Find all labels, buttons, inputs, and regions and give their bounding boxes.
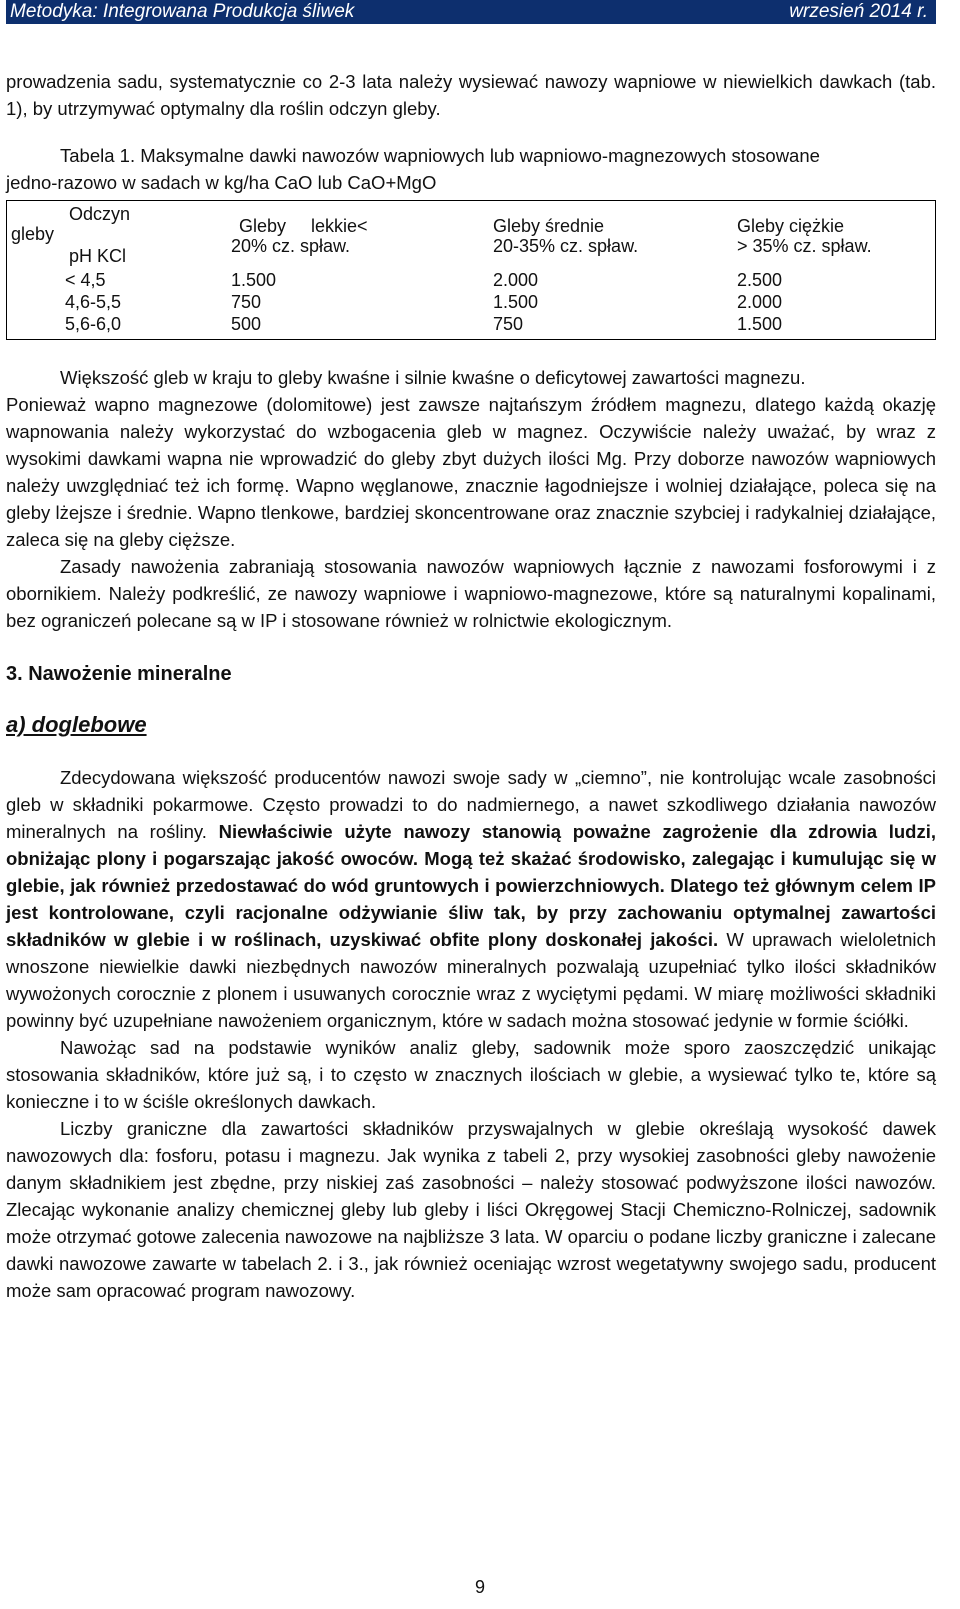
header-cell-medium — [433, 201, 683, 270]
table-row — [7, 313, 936, 340]
soil-paragraph-bold: Niewłaściwie użyte nawozy stanowią poważne zagrożenie dla zdrowia ludzi, obniżając plony i pogarszając jakość owoców. Mogą też skażać środowisko, zalegając i kumulując się w glebie, jak również przedostawać do wód gruntowych i powierzchniowych. Dlatego też głównym celem IP jest kontrolowane, czyli racjonalne odżywianie śliw tak, by przy zachowaniu optymalnej zawartości składników w glebie i w roślinach, uzyskiwać obfite plony doskonałej jakości. — [6, 821, 936, 950]
header-date: wrzesień 2014 r. — [789, 1, 928, 22]
header-ph: pH KCl — [69, 246, 127, 266]
row-value-medium: 2.000 — [493, 270, 539, 290]
header-light-line1: Gleby lekkie< — [239, 216, 368, 236]
row-ph: 4,6-5,5 — [65, 292, 122, 312]
header-cell-light — [177, 201, 433, 270]
header-heavy-line1: Gleby ciężkie — [737, 216, 845, 236]
header-gleby: gleby — [11, 224, 55, 244]
header-medium-line1: Gleby średnie — [493, 216, 605, 236]
running-header — [6, 0, 936, 24]
header-light-line2: 20% cz. spław. — [231, 236, 351, 256]
lime-paragraph-main: Ponieważ wapno magnezowe (dolomitowe) jest zawsze najtańszym źródłem magnezu, dlatego każdą okazję wapnowania należy wykorzystać do wzbogacenia gleb w magnez. — [6, 394, 936, 442]
section-heading: 3. Nawożenie mineralne — [6, 663, 232, 685]
dose-table — [6, 200, 936, 340]
header-cell-odczyn — [7, 201, 178, 270]
row-value-heavy: 1.500 — [737, 314, 783, 334]
soil-paragraph-end: W uprawach wieloletnich wnoszone niewielkie dawki niezbędnych nawozów mineralnych pozwalają uzupełniać tylko ilości składników wywożonych corocznie z plonem i usuwanych corocznie wraz z wyciętymi pędami. W miarę możliwości składniki powinny być uzupełniane nawożeniem organicznym, które w sadach można stosować jedynie w formie ściółki. — [6, 929, 937, 1031]
header-heavy-line2: > 35% cz. spław. — [737, 236, 872, 256]
header-odczyn: Odczyn — [69, 204, 131, 224]
intro-paragraph: prowadzenia sadu, systematycznie co 2-3 lata należy wysiewać nawozy wapniowe w niewielkich dawkach (tab. 1), by utrzymywać optymalny dla roślin odczyn gleby. — [6, 71, 936, 119]
table-caption-line1: Tabela 1. Maksymalne dawki nawozów wapniowych lub wapniowo-magnezowych stosowane — [60, 145, 820, 166]
lime-paragraph — [6, 391, 936, 553]
limit-values-paragraph: Liczby graniczne dla zawartości składników przyswajalnych w glebie określają wysokość dawek nawozowych dla: fosforu, potasu i magnezu. Jak wynika z tabeli 2, przy wysokiej zasobności gleby nawożenie danym składnikiem jest zbędne, przy niskiej zaś zasobności – należy stosować podwyższone ilości nawozów. Zlecając wykonanie analizy chemicznej gleby lub gleby i liści Okręgowej Stacji Chemiczno-Rolniczej, sadownik może otrzymać gotowe zalecenia nawozowe na najbliższe 3 lata. W oparciu o podane liczby graniczne i zalecane dawki nawozowe zawarte w tabelach 2. i 3., jak również oceniając wzrost wegetatywny swojego sadu, producent może sam opracować program nawozowy. — [6, 1118, 936, 1301]
analysis-paragraph: Nawożąc sad na podstawie wyników analiz gleby, sadownik może sporo zaoszczędzić unikając stosowania składników, które już są, i to często w znacznych ilościach w glebie, a wysiewać tylko te, które są konieczne i to w ściśle określonych dawkach. — [6, 1037, 936, 1112]
row-value-light: 1.500 — [231, 270, 277, 290]
row-value-heavy: 2.500 — [737, 270, 783, 290]
page-content — [6, 68, 936, 1304]
soil-fertilization-paragraph — [6, 764, 936, 1034]
rules-paragraph: Zasady nawożenia zabraniają stosowania nawozów wapniowych łącznie z nawozami fosforowymi i z obornikiem. Należy podkreślić, ze nawozy wapniowe i wapniowo-magnezowe, które są naturalnymi kopalinami, bez ograniczeń polecane są w IP i stosowane również w rolnictwie ekologicznym. — [6, 556, 936, 631]
page-number: 9 — [474, 1577, 485, 1597]
row-value-light: 750 — [231, 292, 262, 312]
table-row — [7, 291, 936, 313]
subsection-heading: a) doglebowe — [6, 712, 147, 737]
row-ph: < 4,5 — [65, 270, 106, 290]
header-cell-heavy — [683, 201, 936, 270]
soil-paragraph-start: Zdecydowana większość producentów nawozi swoje sady w „ciemno”, nie kontrolując wcale zasobności gleb w składniki pokarmowe. Często prowadzi to do nadmiernego, a nawet szkodliwego działania nawozów mineralnych na rośliny. — [6, 767, 936, 842]
header-title: Metodyka: Integrowana Produkcja śliwek — [10, 1, 355, 22]
table-caption-line2: jedno-razowo w sadach w kg/ha CaO lub CaO+MgO — [6, 172, 437, 193]
header-medium-line2: 20-35% cz. spław. — [493, 236, 639, 256]
table-row — [7, 269, 936, 291]
row-value-medium: 750 — [493, 314, 524, 334]
table-header-row — [7, 201, 936, 270]
row-value-heavy: 2.000 — [737, 292, 783, 312]
row-value-medium: 1.500 — [493, 292, 539, 312]
lime-paragraph-rest: Oczywiście należy uważać, by wraz z wysokimi dawkami wapna nie wprowadzić do gleby zbyt dużych ilości Mg. Przy doborze nawozów wapniowych należy uwzględniać też ich formę. Wapno węglanowe, znacznie łagodniejsze i wolniej działające, poleca się na gleby lżejsze i średnie. Wapno tlenkowe, bardziej skoncentrowane oraz znacznie szybciej i radykalniej działające, zaleca się na gleby cięższe. — [6, 421, 936, 550]
row-ph: 5,6-6,0 — [65, 314, 122, 334]
row-value-light: 500 — [231, 314, 262, 334]
magnesium-note: Większość gleb w kraju to gleby kwaśne i silnie kwaśne o deficytowej zawartości magnezu. — [60, 367, 806, 388]
